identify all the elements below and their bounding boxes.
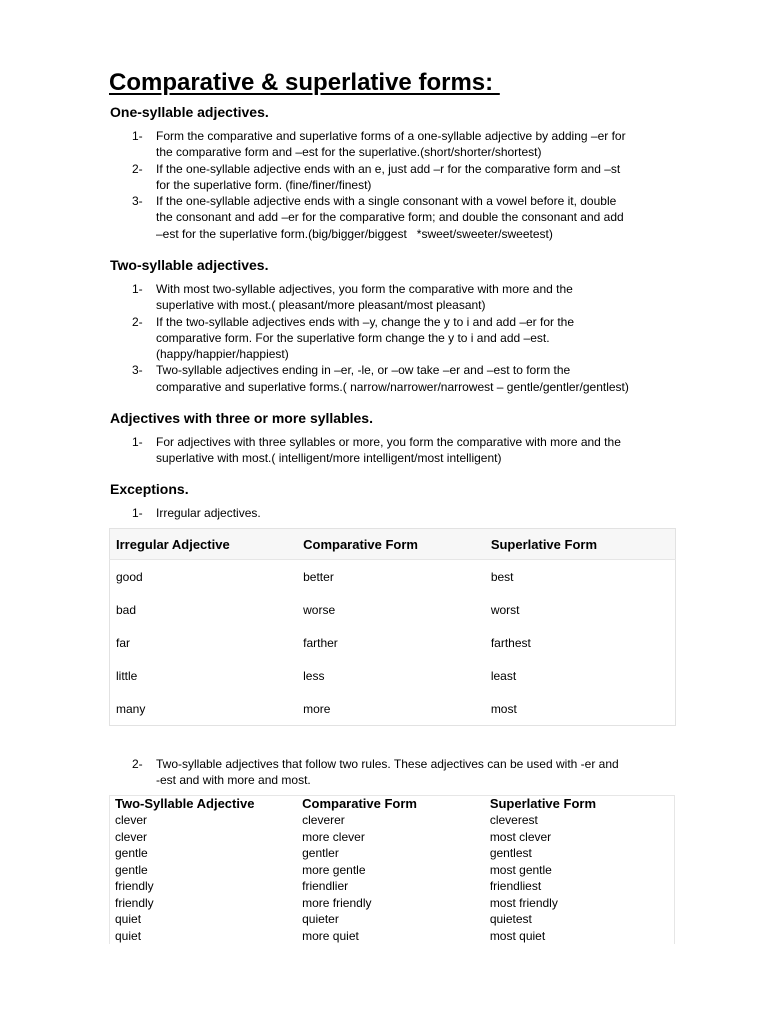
table-cell: best (490, 569, 514, 584)
table-cell: gentler (302, 846, 339, 861)
list-exception-two (110, 756, 700, 789)
column-header: Comparative Form (297, 529, 485, 560)
table-cell: clever (115, 813, 148, 828)
table-row (110, 659, 676, 692)
column-header: Comparative Form (302, 796, 417, 811)
table-row (110, 593, 676, 626)
table-cell: little (116, 668, 138, 683)
list-item: 1- With most two-syllable adjectives, you form the comparative with more and the superlative with most.( pleasant/more pleasant/most pleasant) (132, 282, 573, 313)
table-row (110, 862, 675, 879)
column-header: Superlative Form (489, 796, 597, 811)
list-exceptions (110, 505, 700, 521)
column-header: Two-Syllable Adjective (115, 796, 255, 811)
page-title: Comparative & superlative forms: (109, 69, 500, 96)
section-heading-two-syllable: Two-syllable adjectives. (110, 257, 269, 273)
table-row (110, 895, 675, 912)
table-header-row (110, 529, 676, 560)
table-cell: least (490, 668, 517, 683)
table-cell: most (490, 701, 517, 716)
list-three-syllable (110, 434, 700, 467)
list-item: 2- Two-syllable adjectives that follow two rules. These adjectives can be used with -er and -est and with more and most. (132, 757, 619, 788)
section-heading-one-syllable: One-syllable adjectives. (110, 104, 269, 120)
table-row (110, 829, 675, 846)
table-cell: quieter (302, 912, 339, 927)
table-cell: clever (115, 829, 148, 844)
list-item: 2- If the two-syllable adjectives ends with –y, change the y to i and add –er for the comparative form. For the superlative form change the y to i and add –est. (happy/happier/happiest) (132, 314, 575, 362)
table-cell: cleverest (489, 813, 538, 828)
table-cell: more gentle (302, 862, 366, 877)
table-cell: quiet (115, 928, 142, 943)
table-cell: cleverer (302, 813, 345, 828)
column-header: Irregular Adjective (110, 529, 298, 560)
table-row (110, 845, 675, 862)
table-cell: more (303, 701, 331, 716)
table-row (110, 812, 675, 829)
table-cell: gentle (115, 846, 148, 861)
list-item: 2- If the one-syllable adjective ends with an e, just add –r for the comparative form and –st for the superlative form. (fine/finer/finest) (132, 161, 621, 192)
list-one-syllable (110, 128, 700, 242)
table-cell: most clever (489, 829, 552, 844)
list-two-syllable (110, 281, 700, 395)
table-cell: worst (490, 602, 520, 617)
column-header: Superlative Form (485, 529, 676, 560)
list-item: 1- For adjectives with three syllables or more, you form the comparative with more and the superlative with most.( intelligent/more intelligent/most intelligent) (132, 435, 621, 466)
table-cell: far (116, 635, 131, 650)
table-cell: bad (116, 602, 137, 617)
table-cell: good (116, 569, 143, 584)
table-row (110, 928, 675, 945)
table-cell: friendly (115, 879, 154, 894)
list-item: 1- Irregular adjectives. (132, 506, 261, 520)
table-cell: less (303, 668, 325, 683)
table-cell: quiet (115, 912, 142, 927)
list-item: 3- Two-syllable adjectives ending in –er, -le, or –ow take –er and –est to form the comparative and superlative forms.( narrow/narrower/narrowest – gentle/gentler/gentlest) (132, 363, 629, 394)
table-cell: friendly (115, 895, 154, 910)
table-cell: friendliest (489, 879, 542, 894)
list-item: 3- If the one-syllable adjective ends with a single consonant with a vowel before it, double the consonant and add –er for the comparative form; and double the consonant and add –est for the superlative form.(big/bigger/biggest *sweet/sweeter/sweetest) (132, 194, 624, 241)
table-cell: most friendly (489, 895, 558, 910)
table-row (110, 560, 676, 594)
table-row (110, 911, 675, 928)
list-item: 1- Form the comparative and superlative forms of a one-syllable adjective by adding –er for the comparative form and –est for the superlative.(short/shorter/shortest) (132, 129, 626, 160)
table-cell: better (303, 569, 334, 584)
table-row (110, 692, 676, 726)
table-row (110, 626, 676, 659)
table-cell: most gentle (489, 862, 552, 877)
table-cell: more quiet (302, 928, 359, 943)
table-cell: farther (303, 635, 338, 650)
table-cell: worse (303, 602, 336, 617)
table-cell: most quiet (489, 928, 546, 943)
table-cell: more friendly (302, 895, 372, 910)
table-header-row (110, 796, 675, 813)
table-cell: friendlier (302, 879, 349, 894)
section-heading-three-syllable: Adjectives with three or more syllables. (110, 410, 373, 426)
table-cell: many (116, 701, 146, 716)
table-cell: farthest (490, 635, 531, 650)
table-cell: more clever (302, 829, 365, 844)
two-syllable-two-rules-table (109, 795, 675, 944)
table-cell: gentle (115, 862, 148, 877)
table-cell: quietest (489, 912, 532, 927)
table-cell: gentlest (489, 846, 532, 861)
section-heading-exceptions: Exceptions. (110, 481, 189, 497)
table-row (110, 878, 675, 895)
irregular-adjectives-table (109, 528, 676, 726)
